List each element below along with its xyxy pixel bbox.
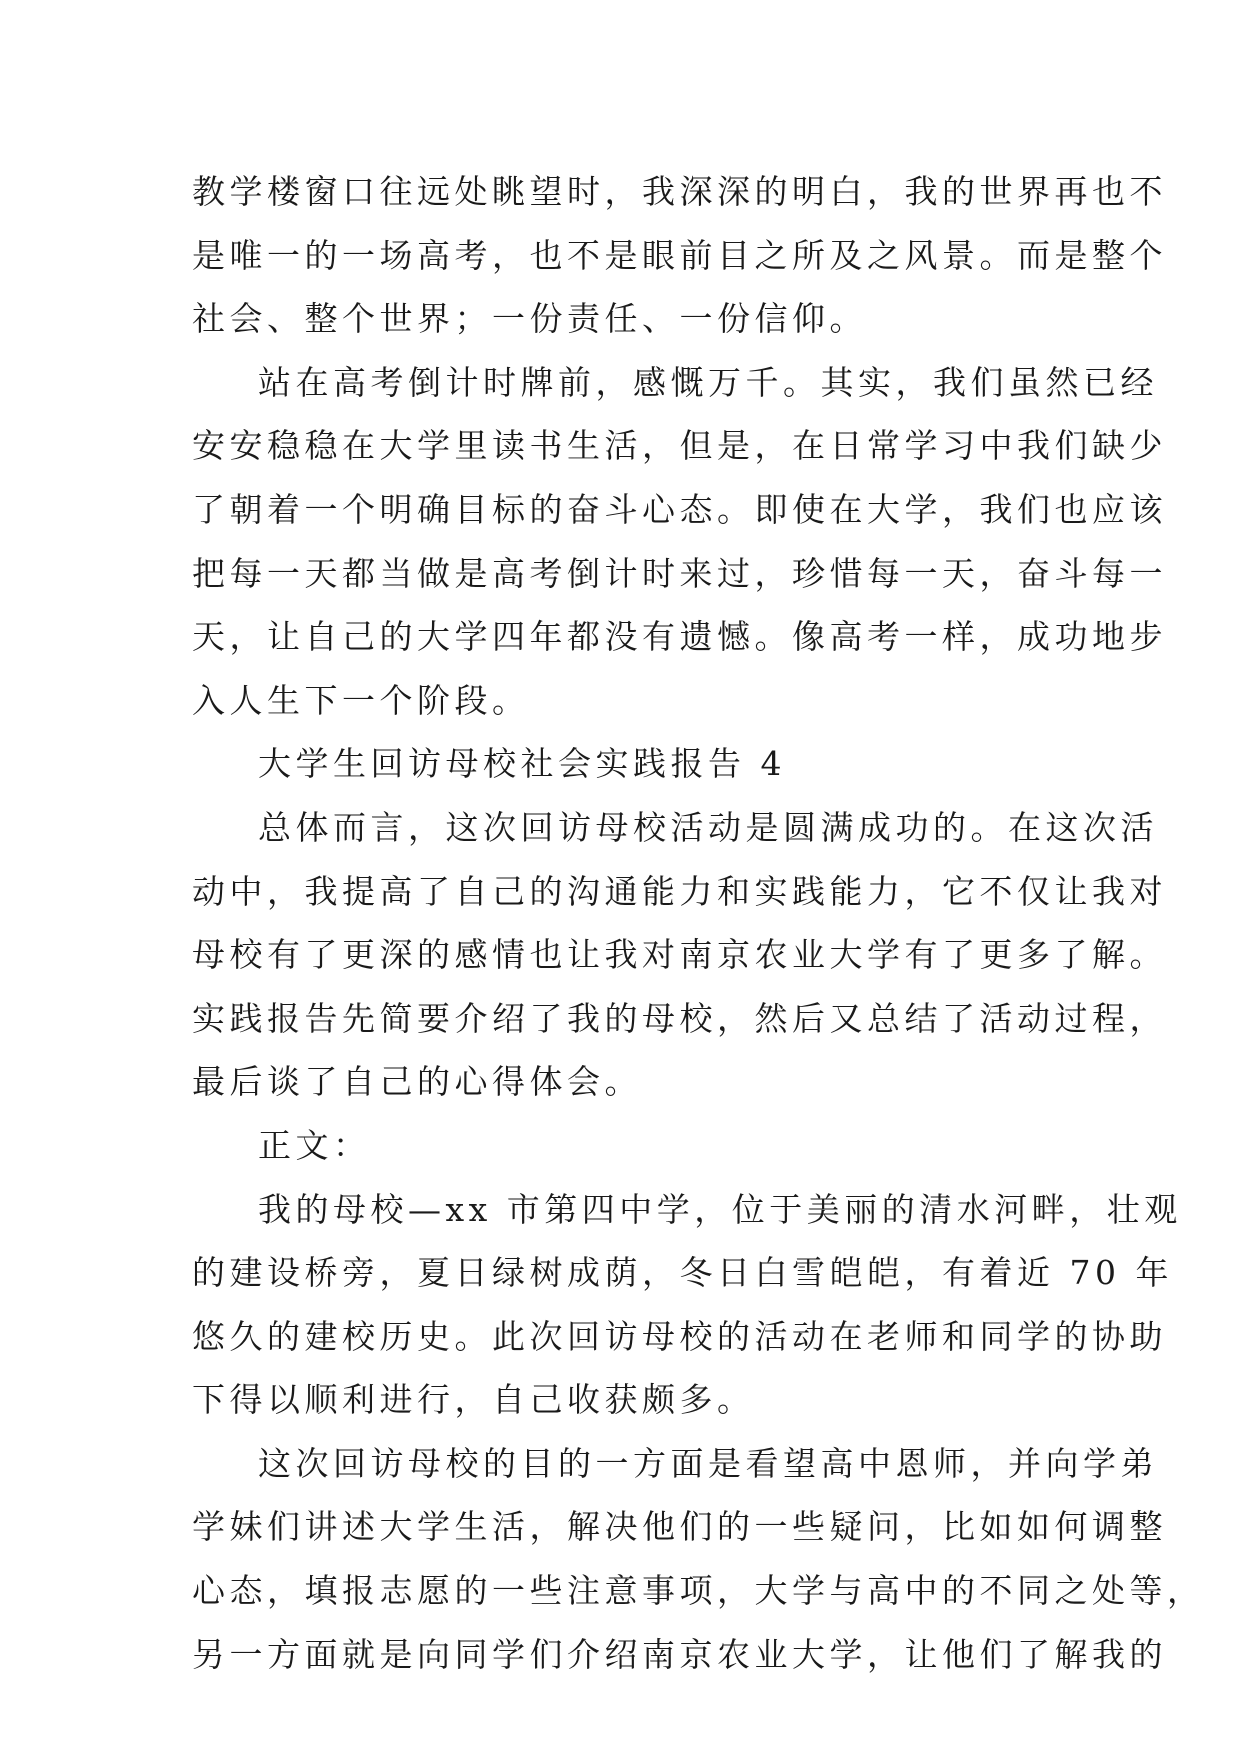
text-line: 动中，我提高了自己的沟通能力和实践能力，它不仅让我对 [192, 871, 1167, 911]
text-line: 把每一天都当做是高考倒计时来过，珍惜每一天，奋斗每一 [192, 553, 1167, 593]
paragraph-start-line: 这次回访母校的目的一方面是看望高中恩师，并向学弟 [258, 1443, 1158, 1483]
text-line: 下得以顺利进行，自己收获颇多。 [192, 1380, 755, 1420]
text-line: 的建设桥旁，夏日绿树成荫，冬日白雪皑皑，有着近 70 年 [192, 1253, 1173, 1293]
paragraph-start-line: 站在高考倒计时牌前，感慨万千。其实，我们虽然已经 [258, 362, 1158, 402]
text-line: 最后谈了自己的心得体会。 [192, 1062, 642, 1102]
body-label: 正文： [258, 1125, 371, 1165]
text-line: 教学楼窗口往远处眺望时，我深深的明白，我的世界再也不 [192, 172, 1167, 211]
paragraph-start-line: 我的母校—xx 市第四中学，位于美丽的清水河畔，壮观 [258, 1189, 1182, 1229]
text-line: 另一方面就是向同学们介绍南京农业大学，让他们了解我的 [192, 1634, 1167, 1674]
text-line: 母校有了更深的感情也让我对南京农业大学有了更多了解。 [192, 935, 1167, 975]
paragraph-start-line: 总体而言，这次回访母校活动是圆满成功的。在这次活 [258, 807, 1158, 847]
text-line: 实践报告先简要介绍了我的母校，然后又总结了活动过程， [192, 998, 1167, 1038]
document-body [192, 160, 1205, 1686]
text-line: 学妹们讲述大学生活，解决他们的一些疑问，比如如何调整 [192, 1507, 1167, 1547]
text-line: 悠久的建校历史。此次回访母校的活动在老师和同学的协助 [192, 1316, 1167, 1356]
text-line: 入人生下一个阶段。 [192, 680, 530, 720]
text-line: 是唯一的一场高考，也不是眼前目之所及之风景。而是整个 [192, 235, 1167, 275]
section-heading: 大学生回访母校社会实践报告 4 [258, 744, 786, 784]
text-line: 了朝着一个明确目标的奋斗心态。即使在大学，我们也应该 [192, 489, 1167, 529]
text-line: 安安稳稳在大学里读书生活，但是，在日常学习中我们缺少 [192, 426, 1167, 466]
text-line: 社会、整个世界；一份责任、一份信仰。 [192, 299, 867, 339]
text-line: 心态，填报志愿的一些注意事项，大学与高中的不同之处等， [192, 1571, 1205, 1611]
text-line: 天，让自己的大学四年都没有遗憾。像高考一样，成功地步 [192, 617, 1167, 657]
